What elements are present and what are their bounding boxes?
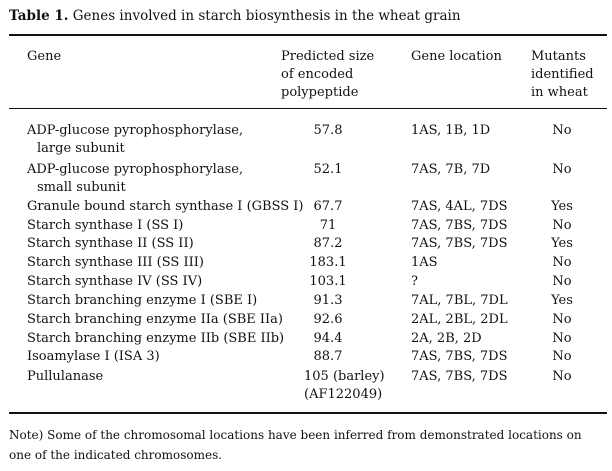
row-location: 2A, 2B, 2D	[411, 331, 482, 346]
row-size: 91.3	[313, 293, 343, 308]
row-location: ?	[411, 274, 418, 289]
row-size	[304, 368, 385, 404]
header-size-line-1: Predicted size	[281, 49, 375, 64]
row-size: 92.6	[313, 312, 343, 327]
row-mutants: No	[552, 312, 572, 327]
gene-name-cont: large subunit	[37, 141, 125, 156]
row-location: 7AS, 4AL, 7DS	[411, 199, 508, 214]
row-mutants: Yes	[551, 199, 573, 214]
row-location: 7AS, 7BS, 7DS	[411, 349, 508, 364]
row-size: 88.7	[313, 349, 343, 364]
table-title	[9, 8, 461, 24]
row-location: 2AL, 2BL, 2DL	[411, 312, 508, 327]
row-mutants: Yes	[551, 293, 573, 308]
row-mutants: No	[552, 331, 572, 346]
row-mutants: No	[552, 218, 572, 233]
row-mutants: No	[552, 162, 572, 177]
row-gene: Granule bound starch synthase I (GBSS I)	[27, 199, 304, 214]
row-size: 183.1	[309, 255, 347, 270]
header-size-line-2: of encoded	[281, 67, 354, 82]
row-size: 94.4	[313, 331, 343, 346]
row-gene: Starch synthase II (SS II)	[27, 236, 194, 251]
row-gene: Starch branching enzyme IIb (SBE IIb)	[27, 331, 285, 346]
row-size: 71	[319, 218, 337, 233]
row-gene: Starch synthase I (SS I)	[27, 218, 184, 233]
row-location: 7AS, 7BS, 7DS	[411, 218, 508, 233]
header-gene: Gene	[27, 49, 62, 64]
row-mutants: No	[552, 123, 572, 138]
row-mutants: Yes	[551, 236, 573, 251]
table-label: Table 1.	[9, 8, 69, 24]
row-size: 87.2	[313, 236, 343, 251]
row-location: 1AS, 1B, 1D	[411, 123, 491, 138]
header-mutants	[531, 48, 594, 102]
row-location: 7AS, 7BS, 7DS	[411, 369, 508, 384]
row-gene: Starch branching enzyme I (SBE I)	[27, 293, 258, 308]
row-location: 7AS, 7BS, 7DS	[411, 236, 508, 251]
row-mutants: No	[552, 274, 572, 289]
row-size: 57.8	[313, 123, 343, 138]
row-gene	[27, 161, 243, 197]
row-gene: Starch synthase III (SS III)	[27, 255, 204, 270]
row-mutants: No	[552, 349, 572, 364]
header-size-line-3: polypeptide	[281, 85, 359, 100]
row-size: 67.7	[313, 199, 343, 214]
gene-name: ADP-glucose pyrophosphorylase,	[27, 123, 244, 138]
row-mutants: No	[552, 369, 572, 384]
row-size: 103.1	[309, 274, 347, 289]
bottom-rule	[9, 412, 607, 414]
row-gene	[27, 122, 243, 158]
row-location: 1AS	[411, 255, 438, 270]
table-note: Note) Some of the chromosomal locations have been inferred from demonstrated locations on one of the indicated chromosomes.	[9, 428, 582, 462]
gene-name-cont: small subunit	[37, 180, 126, 195]
size-accession: (AF122049)	[304, 387, 383, 402]
header-mutants-line-3: in wheat	[531, 85, 588, 100]
row-mutants: No	[552, 255, 572, 270]
row-gene: Starch synthase IV (SS IV)	[27, 274, 203, 289]
top-rule	[9, 34, 607, 36]
row-gene: Pullulanase	[27, 369, 104, 384]
header-mutants-line-2: identified	[531, 67, 594, 82]
gene-name: ADP-glucose pyrophosphorylase,	[27, 162, 244, 177]
header-mutants-line-1: Mutants	[531, 49, 586, 64]
row-gene: Isoamylase I (ISA 3)	[27, 349, 160, 364]
header-rule	[9, 108, 607, 109]
table-caption: Genes involved in starch biosynthesis in the wheat grain	[72, 8, 461, 24]
header-predicted-size	[281, 48, 374, 102]
row-gene: Starch branching enzyme IIa (SBE IIa)	[27, 312, 283, 327]
size-value: 105 (barley)	[304, 369, 385, 384]
row-size: 52.1	[313, 162, 343, 177]
header-gene-location: Gene location	[411, 49, 502, 64]
row-location: 7AL, 7BL, 7DL	[411, 293, 508, 308]
row-location: 7AS, 7B, 7D	[411, 162, 491, 177]
